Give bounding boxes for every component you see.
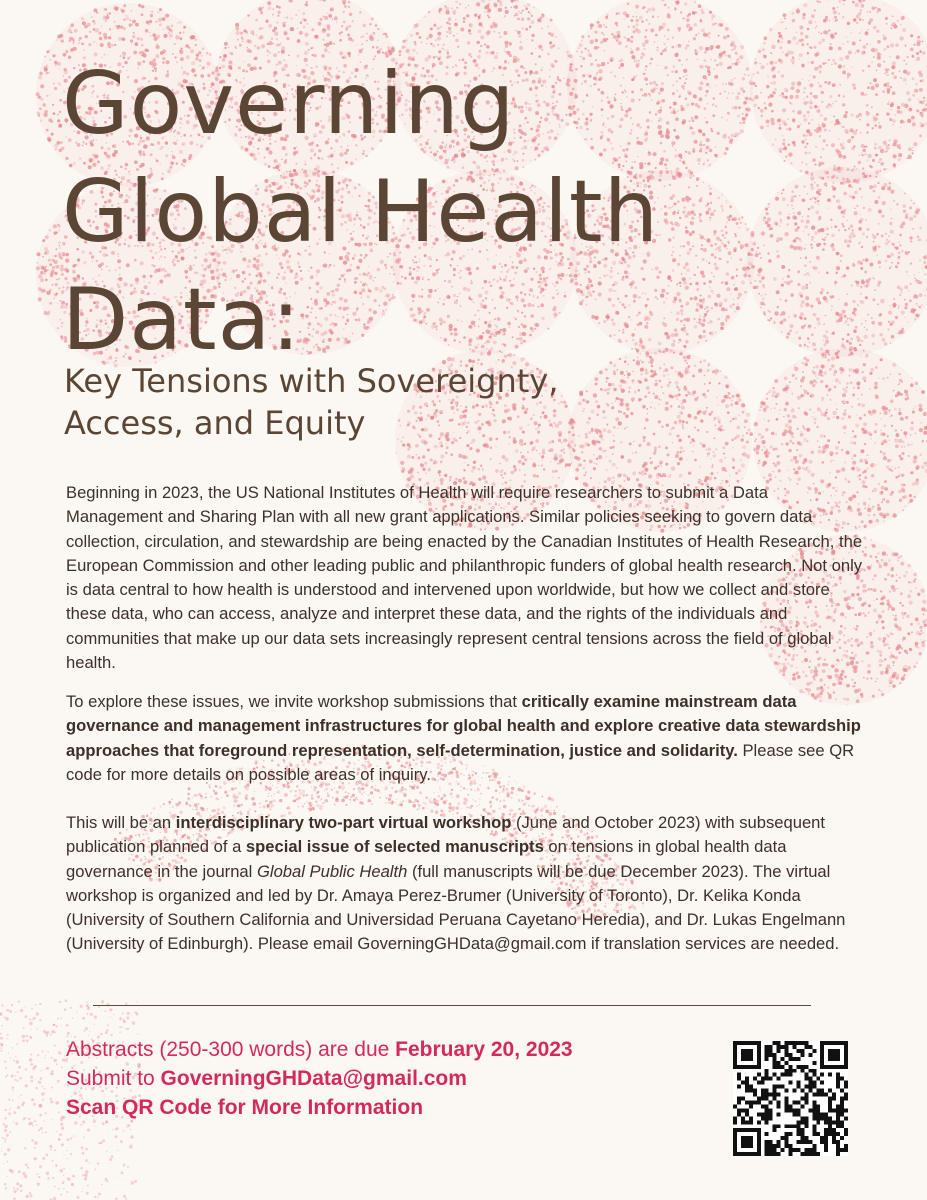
- invitation-intro: To explore these issues, we invite workshop submissions that: [66, 692, 522, 711]
- qr-code[interactable]: [733, 1041, 848, 1156]
- call-to-action: [66, 1035, 706, 1122]
- workshop-details-paragraph: [66, 811, 866, 957]
- submit-line: [66, 1064, 706, 1093]
- journal-name: Global Public Health: [256, 861, 408, 881]
- subtitle-line-2: Access, and Equity: [64, 404, 366, 442]
- invitation-outro: Please see QR code for more details on possible areas of inquiry.: [66, 740, 855, 784]
- deadline-date: February 20, 2023: [395, 1038, 573, 1061]
- deadline-text: Abstracts (250-300 words) are due: [66, 1038, 396, 1061]
- subtitle: [64, 360, 558, 444]
- scan-line: [66, 1093, 706, 1122]
- submit-text: Submit to: [66, 1067, 161, 1090]
- page-title: [62, 50, 659, 374]
- details-text-4: (full manuscripts will be due December 2023). The virtual workshop is organized and led by Dr. Amaya Perez-Brumer (University of Toronto), Dr. Kelika Konda (University of Southern California and Universidad Peruana Cayetano Heredia), and Dr. Lukas Engelmann (University of Edinburgh). Please email GoverningGHData@gmail.com if translation services are needed.: [66, 861, 846, 954]
- title-line-1: Governing: [62, 54, 516, 154]
- subtitle-line-1: Key Tensions with Sovereignty,: [64, 362, 559, 400]
- details-text-3: on tensions in global health data governance in the journal: [66, 837, 787, 881]
- workshop-format: interdisciplinary two-part virtual workshop: [175, 813, 512, 832]
- details-text-1: This will be an: [66, 813, 176, 832]
- title-line-3: Data:: [62, 270, 302, 370]
- scan-qr-label: Scan QR Code for More Information: [66, 1096, 424, 1119]
- title-line-2: Global Health: [62, 162, 660, 262]
- intro-paragraph: Beginning in 2023, the US National Institutes of Health will require researchers to submit a Data Management and Sharing Plan with all new grant applications. Similar policies seeking to govern data collection, circulation, and stewardship are being enacted by the Canadian Institutes of Health Research, the European Commission and other leading public and philanthropic funders of global health research. Not only is data central to how health is understood and intervened upon worldwide, but how we collect and store these data, who can access, analyze and interpret these data, and the rights of the individuals and communities that make up our data sets increasingly represent central tensions across the field of global health.: [66, 483, 863, 673]
- deadline-line: [66, 1035, 706, 1064]
- divider-line: [93, 1005, 811, 1006]
- special-issue: special issue of selected manuscripts: [245, 837, 544, 857]
- details-text-2: (June and October 2023) with subsequent publication planned of a: [66, 813, 826, 857]
- invitation-focus: critically examine mainstream data governance and management infrastructures for global health and explore creative data stewardship approaches that foreground representation, self-determination, justice and solidarity.: [66, 692, 861, 760]
- submit-email-link[interactable]: GoverningGHData@gmail.com: [160, 1067, 467, 1090]
- invitation-paragraph: [66, 690, 866, 787]
